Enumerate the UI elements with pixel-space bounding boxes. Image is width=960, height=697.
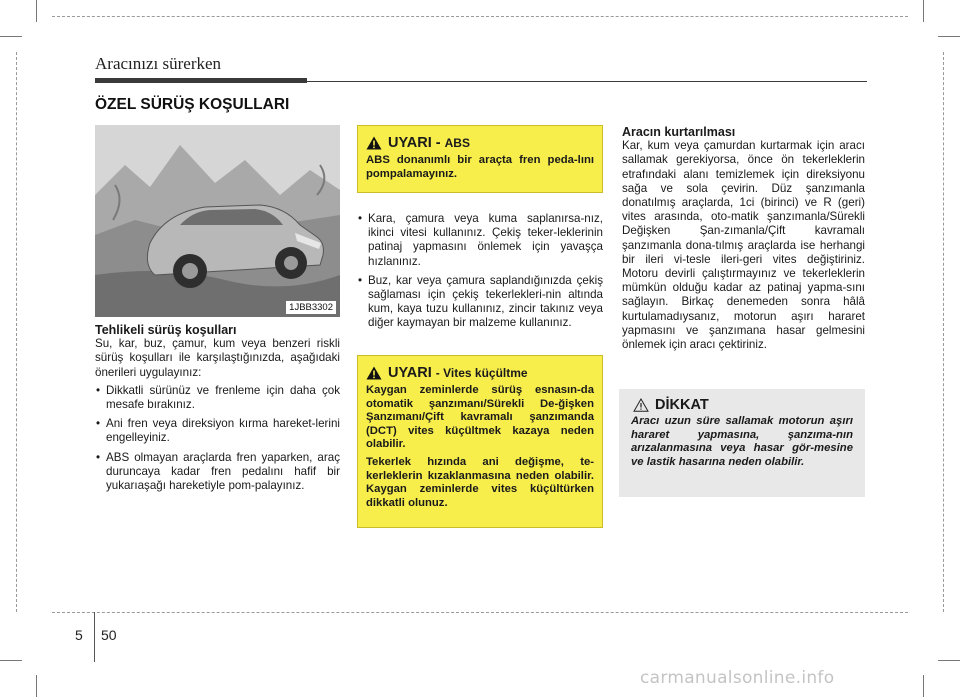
warning-triangle-icon	[366, 366, 382, 380]
crop-mark	[36, 0, 37, 22]
caution-text: Aracı uzun süre sallamak motorun aşırı hararet yapmasına, şanzıma-nın arızalanmasına veya hasar gör-mesine ve lastik hasarına neden olabilir.	[631, 415, 853, 468]
hazardous-bullets	[95, 384, 340, 493]
crop-mark	[938, 36, 960, 37]
downshift-warning-paragraph: Kaygan zeminlerde sürüş esnasın-da otomatik şanzımanı/Sürekli De-ğişken Şanzımanı/Çift kavramalı şanzımanda (DCT) vites küçültmek kazaya neden olabilir.	[366, 384, 594, 451]
header-rule	[307, 81, 867, 82]
section-title: ÖZEL SÜRÜŞ KOŞULLARI	[95, 96, 290, 113]
warning-label: UYARI -	[388, 135, 441, 151]
car-illustration	[95, 125, 340, 317]
list-item: • Buz, kar veya çamura saplandığınızda çekiş sağlaması için çekiş tekerlekleri-nin altında kum, kaya tuzu kullanınız, zincir takınız veya diğer kaymayan bir malzeme kullanınız.	[357, 274, 603, 331]
downshift-warning-box	[357, 355, 603, 528]
trim-line	[52, 16, 908, 17]
footer-trim-line	[52, 612, 908, 613]
page-number: 50	[101, 627, 117, 643]
warning-triangle-icon	[366, 136, 382, 150]
caution-label: DİKKAT	[655, 397, 709, 413]
list-item: • Dikkatli sürünüz ve frenleme için daha çok mesafe bırakınız.	[95, 384, 340, 412]
downshift-warning-header	[358, 356, 602, 381]
rescue-text: Kar, kum veya çamurdan kurtarmak için aracı sallamak gerekiyorsa, önce ön tekerleklerin etrafındaki alanı temizlemek için direksiyonu sağa ve sola çevirin. Düz şanzımanla donatılmış araçlarda, 1ci (birinci) ve R (geri) vites arasında, oto-matik şanzımanla/Sürekli Değişken Şan-zımanla/Çift kavramalı şanzımanla dona-tılmış araçlarda ise herhangi bir ileri vi-tesle ileri-geri vites değiştiriniz. Motoru devirli çalıştırmayınız ve tekerleklerin mümkün olduğu kadar az patinaj yapma-sını sağlayın. Birkaç denemeden sonra hâlâ kurtulamadıysanız, motorun aşırı hararet yapmasını ve şanzımana hasar gelmesini önlemek için aracı çektiriniz.	[622, 139, 865, 352]
crop-mark	[0, 660, 22, 661]
caution-header	[619, 389, 865, 413]
chapter-number: 5	[75, 627, 83, 643]
list-item: • Ani fren veya direksiyon kırma hareket-lerini engelleyiniz.	[95, 417, 340, 445]
caution-triangle-icon	[633, 398, 649, 412]
traction-bullets	[357, 212, 603, 331]
downshift-warning-text	[358, 381, 602, 510]
watermark: carmanualsonline.info	[640, 668, 835, 688]
hazardous-heading: Tehlikeli sürüş koşulları	[95, 323, 237, 337]
chapter-header: Aracınızı sürerken	[95, 54, 222, 73]
figure-code: 1JBB3302	[286, 301, 336, 314]
warning-topic: ABS	[444, 136, 470, 150]
abs-warning-box	[357, 125, 603, 193]
caution-box	[619, 389, 865, 497]
header-bar	[95, 78, 307, 83]
page-number-divider	[94, 612, 95, 662]
abs-warning-text: ABS donanımlı bir araçta fren peda-lını pompalamayınız.	[366, 154, 594, 180]
downshift-warning-paragraph: Tekerlek hızında ani değişme, te-kerleklerin kızaklanmasına neden olabilir. Kaygan zeminlerde vites küçültürken dikkatli olunuz.	[366, 455, 594, 509]
car-on-slope-drawing	[95, 125, 340, 317]
crop-mark	[923, 0, 924, 22]
rescue-section	[622, 125, 865, 352]
warning-topic: - Vites küçültme	[435, 366, 528, 380]
abs-warning-header	[358, 126, 602, 151]
middle-bullets-section	[357, 212, 603, 336]
list-item: • ABS olmayan araçlarda fren yaparken, araç duruncaya kadar fren pedalını hafif bir yukarıaşağı hareketiyle pom-palayınız.	[95, 451, 340, 494]
rescue-heading: Aracın kurtarılması	[622, 125, 736, 139]
trim-line	[943, 52, 944, 612]
hazardous-conditions-section	[95, 323, 340, 498]
crop-mark	[0, 36, 22, 37]
warning-label: UYARI	[388, 365, 432, 381]
trim-line	[16, 52, 17, 612]
list-item: • Kara, çamura veya kuma saplanırsa-nız, ikinci vitesi kullanınız. Çekiş teker-leklerinin patinaj yapmasını önlemek için yavaşça hızlanınız.	[357, 212, 603, 269]
hazardous-intro: Su, kar, buz, çamur, kum veya benzeri riskli sürüş koşulları ile karşılaştığınızda, aşağıdaki önerileri uygulayınız:	[95, 337, 340, 379]
crop-mark	[938, 660, 960, 661]
crop-mark	[36, 675, 37, 697]
crop-mark	[923, 675, 924, 697]
